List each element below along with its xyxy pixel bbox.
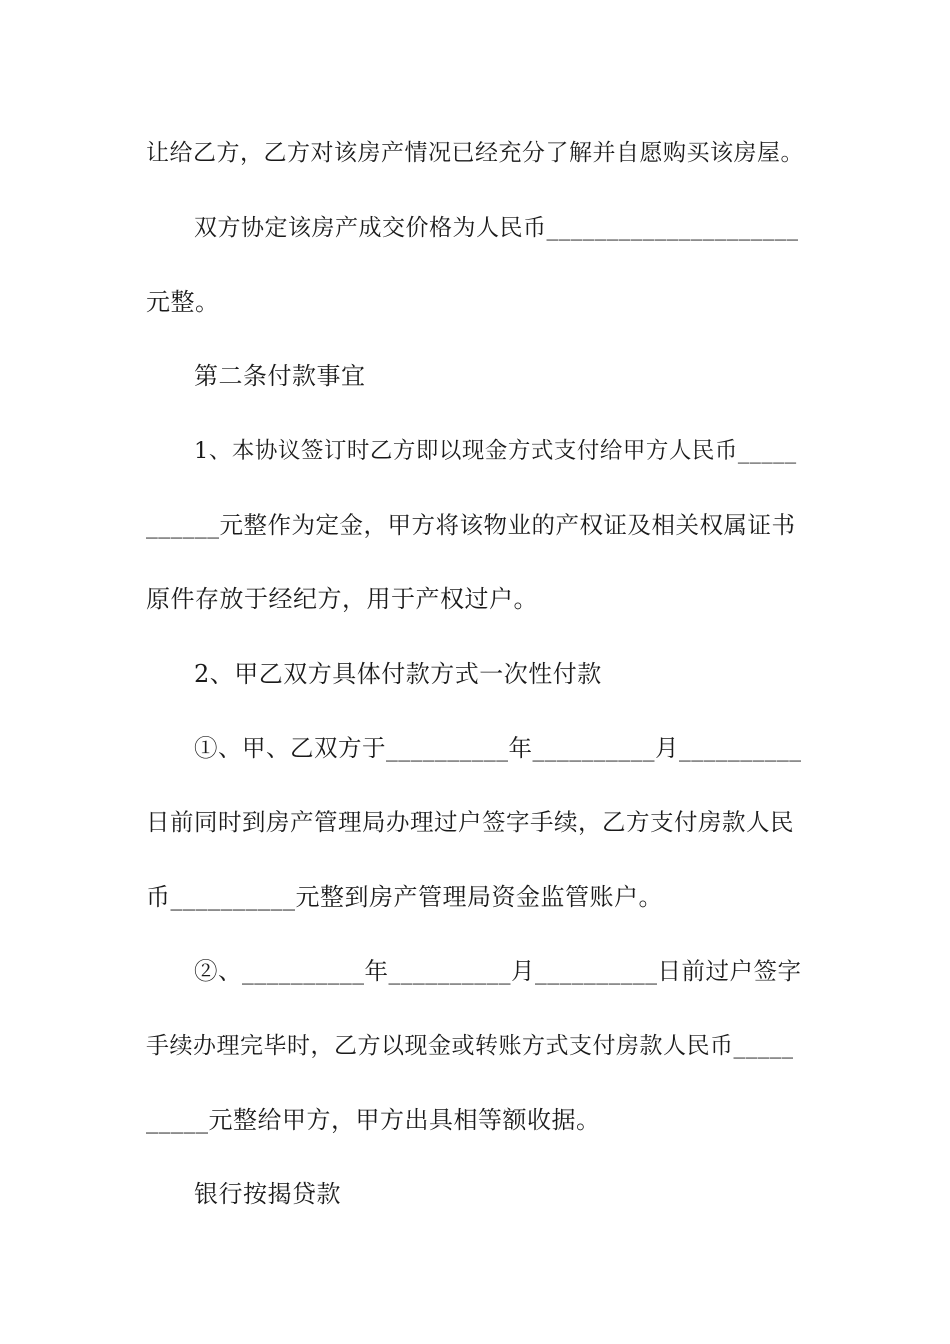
- paragraph-line: 双方协定该房产成交价格为人民币_____________________: [194, 215, 799, 241]
- paragraph-line: ②、__________年__________月__________日前过户签字: [194, 957, 802, 985]
- paragraph-line: 元整。: [146, 288, 220, 316]
- section-heading: 第二条付款事宜: [194, 362, 366, 390]
- paragraph-line: ______元整作为定金，甲方将该物业的产权证及相关权属证书: [146, 511, 796, 539]
- paragraph-line: 币__________元整到房产管理局资金监管账户。: [146, 883, 663, 911]
- paragraph-line: 日前同时到房产管理局办理过户签字手续，乙方支付房款人民: [146, 808, 794, 836]
- paragraph-line: ①、甲、乙双方于__________年__________月__________: [194, 734, 802, 762]
- paragraph-line: 手续办理完毕时，乙方以现金或转账方式支付房款人民币_____: [146, 1033, 794, 1059]
- paragraph-line: _____元整给甲方，甲方出具相等额收据。: [146, 1106, 601, 1134]
- paragraph-line: 2、甲乙双方具体付款方式一次性付款: [194, 660, 602, 688]
- paragraph-line: 1、本协议签订时乙方即以现金方式支付给甲方人民币_____: [194, 438, 797, 464]
- paragraph-line: 让给乙方，乙方对该房产情况已经充分了解并自愿购买该房屋。: [146, 140, 804, 166]
- paragraph-line: 原件存放于经纪方，用于产权过户。: [146, 585, 538, 613]
- section-heading: 银行按揭贷款: [194, 1180, 341, 1208]
